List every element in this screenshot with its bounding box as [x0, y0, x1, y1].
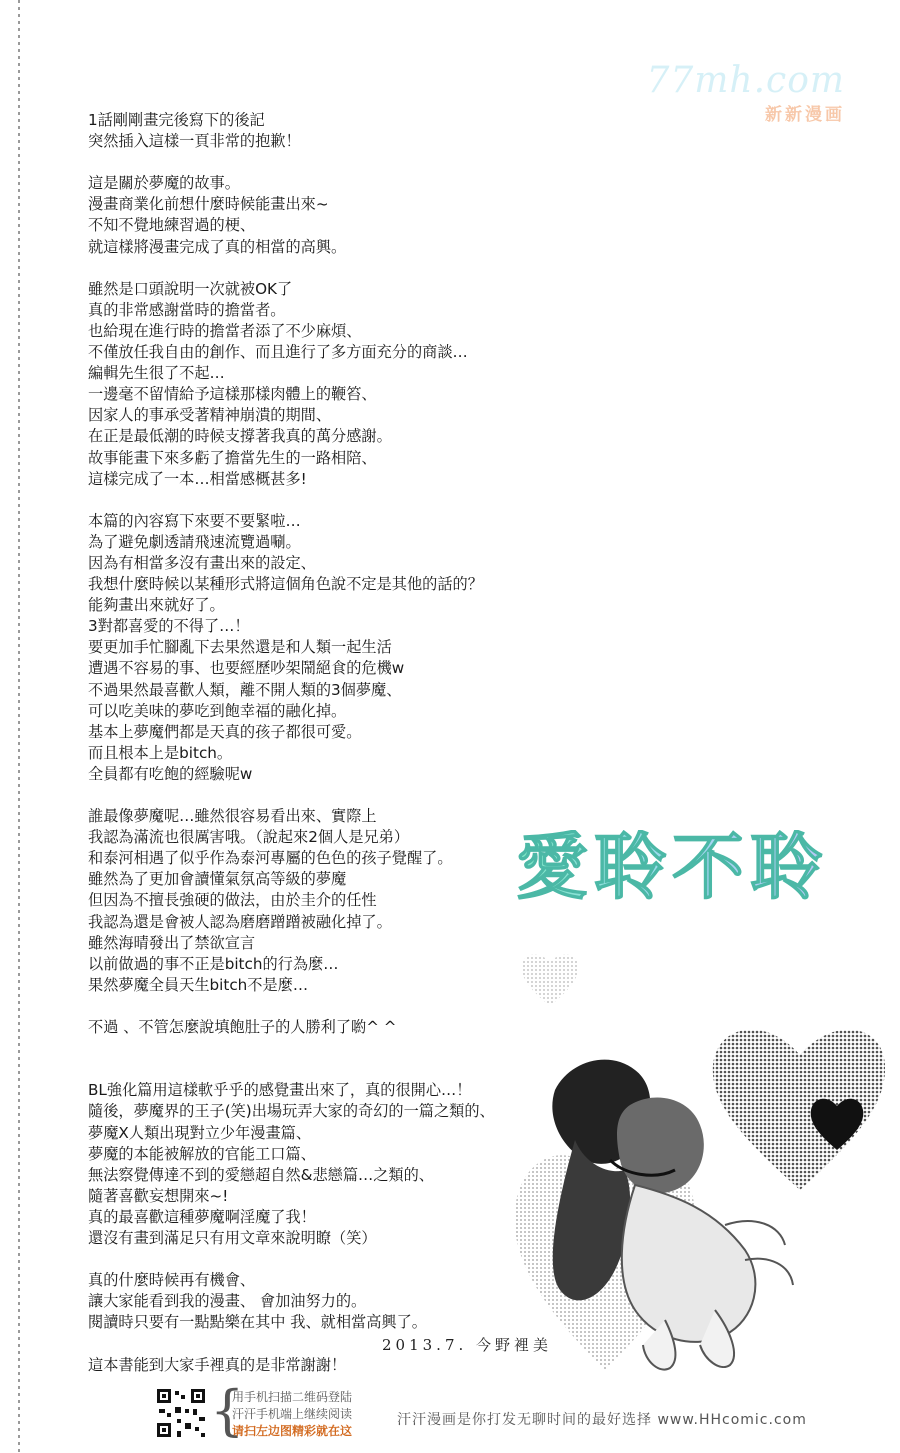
afterword-text — [88, 110, 538, 1376]
afterword-line: 編輯先生很了不起… — [88, 364, 225, 383]
watermark-domain: 77mh.com — [646, 60, 845, 101]
watermark-site-name: 新新漫画 — [765, 105, 845, 125]
afterword-line: 讓大家能看到我的漫畫、 會加油努力的。 — [88, 1292, 367, 1311]
afterword-line: 雖然是口頭說明一次就被OK了 — [88, 279, 293, 298]
afterword-line: BL強化篇用這樣軟乎乎的感覺畫出來了，真的很開心…！ — [88, 1081, 472, 1100]
afterword-line: 不僅放任我自由的創作、而且進行了多方面充分的商談… — [88, 343, 468, 362]
afterword-line: 不過 、不管怎麼說填飽肚子的人勝利了喲^ ^ — [88, 1018, 397, 1037]
afterword-line: 我想什麼時候以某種形式將這個角色說不定是其他的話的？ — [88, 575, 483, 594]
author-signature: 2013.7. 今野裡美 — [382, 1336, 553, 1354]
small-heart-icon — [518, 948, 582, 1010]
paragraph-gap — [88, 490, 538, 511]
afterword-line: 誰最像夢魔呢…雖然很容易看出來、實際上 — [88, 807, 377, 826]
paragraph-gap — [88, 1059, 538, 1080]
afterword-line: 果然夢魔全員天生bitch不是麼… — [88, 975, 309, 994]
afterword-line: 隨著喜歡妄想開來~! — [88, 1186, 229, 1205]
afterword-line: 雖然為了更加會讀懂氣氛高等級的夢魔 — [88, 870, 347, 889]
afterword-line: 這是關於夢魔的故事。 — [88, 174, 240, 193]
afterword-line: 故事能畫下來多虧了擔當先生的一路相陪、 — [88, 448, 377, 467]
afterword-line: 要更加手忙腳亂下去果然還是和人類一起生活 — [88, 638, 392, 657]
footer-line-1: 用手机扫描二维码登陆 — [232, 1390, 353, 1404]
title-logo-art — [512, 830, 872, 910]
afterword-line: 就這樣將漫畫完成了真的相當的高興。 — [88, 237, 347, 256]
afterword-line: 我認為滿流也很厲害哦。（說起來2個人是兄弟） — [88, 828, 410, 847]
afterword-line: 為了避免劇透請飛速流覽過唰。 — [88, 532, 301, 551]
footer-slogan: 汗汗漫画是你打发无聊时间的最好选择 www.HHcomic.com — [397, 1412, 807, 1428]
afterword-line: 和泰河相遇了似乎作為泰河專屬的色色的孩子覺醒了。 — [88, 849, 453, 868]
footer-line-3: 请扫左边图精彩就在这 — [232, 1424, 353, 1438]
afterword-line: 在正是最低潮的時候支撐著我真的萬分感謝。 — [88, 427, 392, 446]
afterword-line: 隨後，夢魔界的王子(笑)出場玩弄大家的奇幻的一篇之類的、 — [88, 1102, 495, 1121]
paragraph-gap — [88, 996, 538, 1017]
afterword-line: 基本上夢魔們都是天真的孩子都很可愛。 — [88, 722, 362, 741]
afterword-line: 閱讀時只要有一點點樂在其中 我、就相當高興了。 — [88, 1313, 427, 1332]
afterword-line: 能夠畫出來就好了。 — [88, 596, 225, 615]
afterword-line: 漫畫商業化前想什麼時候能畫出來~ — [88, 195, 329, 214]
paragraph-gap — [88, 258, 538, 279]
afterword-line: 真的最喜歡這種夢魔啊淫魔了我！ — [88, 1207, 316, 1226]
afterword-line: 無法察覺傳達不到的愛戀超自然&悲戀篇…之類的、 — [88, 1165, 434, 1184]
site-watermark — [646, 62, 845, 125]
afterword-line: 我認為還是會被人認為磨磨蹭蹭被融化掉了。 — [88, 912, 392, 931]
afterword-line: 夢魔的本能被解放的官能工口篇、 — [88, 1144, 316, 1163]
afterword-line: 真的什麼時候再有機會、 — [88, 1271, 256, 1290]
afterword-line: 全員都有吃飽的經驗呢w — [88, 764, 253, 783]
afterword-line: 以前做過的事不正是bitch的行為麼… — [88, 954, 339, 973]
afterword-line: 本篇的內容寫下來要不要緊啦… — [88, 511, 301, 530]
afterword-line: 還沒有畫到滿足只有用文章來說明瞭（笑） — [88, 1228, 377, 1247]
paragraph-gap — [88, 152, 538, 173]
afterword-line: 不過果然最喜歡人類，離不開人類的3個夢魔、 — [88, 680, 402, 699]
afterword-line: 不知不覺地練習過的梗、 — [88, 216, 256, 235]
paragraph-gap — [88, 1249, 538, 1270]
page-edge-dotted-border — [18, 0, 20, 1453]
afterword-line: 因為有相當多沒有畫出來的設定、 — [88, 553, 316, 572]
qr-code-icon — [155, 1387, 207, 1439]
afterword-line: 雖然海晴發出了禁欲宣言 — [88, 933, 256, 952]
afterword-line: 1話剛剛畫完後寫下的後記 — [88, 111, 265, 129]
afterword-line: 突然插入這樣一頁非常的抱歉！ — [88, 132, 301, 151]
afterword-line: 遭遇不容易的事、也要經歷吵架鬧絕食的危機w — [88, 659, 405, 678]
afterword-line: 夢魔X人類出現對立少年漫畫篇、 — [88, 1123, 312, 1142]
afterword-line: 一邊毫不留情給予這樣那樣肉體上的鞭笞、 — [88, 385, 377, 404]
afterword-line: 3對都喜愛的不得了…！ — [88, 617, 250, 636]
afterword-line: 而且根本上是bitch。 — [88, 743, 233, 762]
footer-line-2: 汗汗手机端上继续阅读 — [232, 1407, 353, 1421]
afterword-line: 這本書能到大家手裡真的是非常謝謝！ — [88, 1355, 347, 1374]
afterword-line: 這樣完成了一本…相當感概甚多! — [88, 469, 307, 488]
afterword-line: 也給現在進行時的擔當者添了不少麻煩、 — [88, 321, 362, 340]
afterword-line: 真的非常感謝當時的擔當者。 — [88, 300, 286, 319]
paragraph-gap — [88, 1038, 538, 1059]
afterword-line: 因家人的事承受著精神崩潰的期間、 — [88, 406, 331, 425]
character-illustration — [515, 1010, 885, 1380]
title-logo-text: 愛聆不聆 — [516, 830, 829, 909]
afterword-line: 可以吃美味的夢吃到飽幸福的融化掉。 — [88, 701, 347, 720]
afterword-line: 但因為不擅長強硬的做法，由於圭介的任性 — [88, 891, 377, 910]
footer-qr-instructions — [232, 1389, 352, 1440]
paragraph-gap — [88, 785, 538, 806]
footer-brace: { — [210, 1379, 245, 1442]
